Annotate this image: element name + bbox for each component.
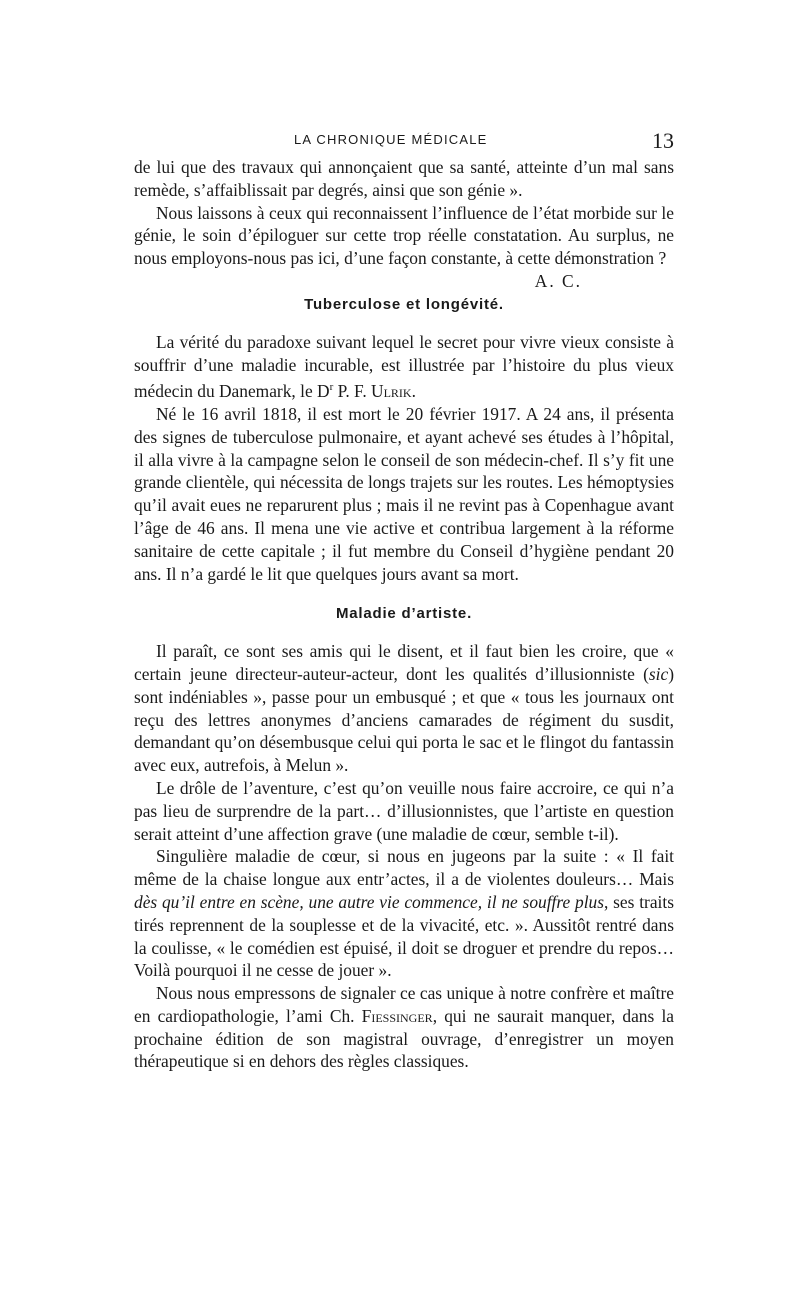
artiste-p1-b: ) sont indéniables », passe pour un embusqué ; et que « tous les journaux ont reçu des lettres anonymes d’anciens camarades de régiment du susdit, demandant qu’on désembusque celui qui porta le sac et le flingot du fantassin avec eux, autrefois, à Melun ».	[134, 663, 674, 776]
name-fiessinger: Fiessinger	[361, 1005, 433, 1026]
running-title: LA CHRONIQUE MÉDICALE	[294, 132, 488, 147]
artiste-paragraph-1	[134, 640, 674, 777]
tuberculose-p1-end: .	[411, 381, 416, 402]
section-title-maladie-artiste: Maladie d’artiste.	[335, 605, 473, 623]
intro-paragraph-2	[134, 202, 674, 291]
tuberculose-p1-mid: P. F.	[333, 381, 372, 402]
article-body	[134, 156, 674, 1073]
sic-italic: sic	[648, 663, 669, 684]
artiste-paragraph-2: Le drôle de l’aventure, c’est qu’on veuille nous faire accroire, ce qui n’a pas lieu de surprendre de la part… d’illusionnistes, que l’artiste en question serait atteint d’une affection grave (une maladie de cœur, semble t-il).	[134, 777, 674, 844]
doctor-name-ulrik: Ulrik	[371, 381, 412, 402]
tuberculose-p1-text: La vérité du paradoxe suivant lequel le secret pour vivre vieux consiste à souffrir d’une maladie incurable, est illustrée par l’histoire du plus vieux médecin du Danemark, le D	[134, 331, 674, 402]
tuberculose-paragraph-1	[134, 331, 674, 403]
artiste-p3-a: Singulière maladie de cœur, si nous en jugeons par la suite : « Il fait même de la chaise longue aux entr’actes, il a de violentes douleurs… Mais	[134, 846, 674, 890]
author-signature: A. C.	[534, 270, 582, 291]
tuberculose-paragraph-2: Né le 16 avril 1818, il est mort le 20 février 1917. A 24 ans, il présenta des signes de tuberculose pulmonaire, et ayant achevé ses études à l’hôpital, il alla vivre à la campagne selon le conseil de son médecin-chef. Il s’y fit une grande clientèle, qui nécessita de longs trajets sur les routes. Les hémoptysies qu’il avait eues ne reparurent plus ; mais il ne revint pas à Copenhague avant l’âge de 46 ans. Il mena une vie active et contribua largement à la réforme sanitaire de cette capitale ; il fut membre du Conseil d’hygiène pendant 20 ans. Il n’a gardé le lit que quelques jours avant sa mort.	[134, 403, 674, 584]
section-title-tuberculose: Tuberculose et longévité.	[304, 295, 504, 313]
intro-paragraph-1: de lui que des travaux qui annonçaient que sa santé, atteinte d’un mal sans remède, s’affaiblissait par degrés, ainsi que son génie ».	[134, 157, 674, 200]
artiste-paragraph-3	[134, 845, 674, 982]
intro-paragraph-2-text: Nous laissons à ceux qui reconnaissent l’influence de l’état morbide sur le génie, le soin d’épiloguer sur cette trop réelle constatation. Au surplus, ne nous employons-nous pas ici, d’une façon constante, à cette démonstration ?	[134, 202, 674, 269]
artiste-p4-a: Nous nous empressons de signaler ce cas unique à notre confrère et maître en cardiopathologie, l’ami Ch.	[134, 983, 674, 1026]
artiste-p1-a: Il paraît, ce sont ses amis qui le disent, et il faut bien les croire, que « certain jeune directeur-auteur-acteur, dont les qualités d’illusionniste (	[134, 641, 674, 684]
page-number: 13	[652, 128, 674, 153]
artiste-p3-italic: dès qu’il entre en scène, une autre vie commence, il ne souffre plus	[134, 891, 605, 912]
doctor-superscript: r	[329, 381, 334, 394]
page-header	[134, 128, 674, 152]
artiste-p4-b: , qui ne saurait manquer, dans la prochaine édition de son magistral ouvrage, d’enregistrer un moyen thérapeutique si en dehors des règles classiques.	[134, 1005, 674, 1072]
artiste-p3-b: , ses traits tirés reprennent de la souplesse et de la vivacité, etc. ». Aussitôt rentré dans la coulisse, « le comédien est épuisé, il doit se droguer et prendre du repos… Voilà pourquoi il ne cesse de jouer ».	[134, 891, 674, 981]
artiste-paragraph-4	[134, 982, 674, 1073]
